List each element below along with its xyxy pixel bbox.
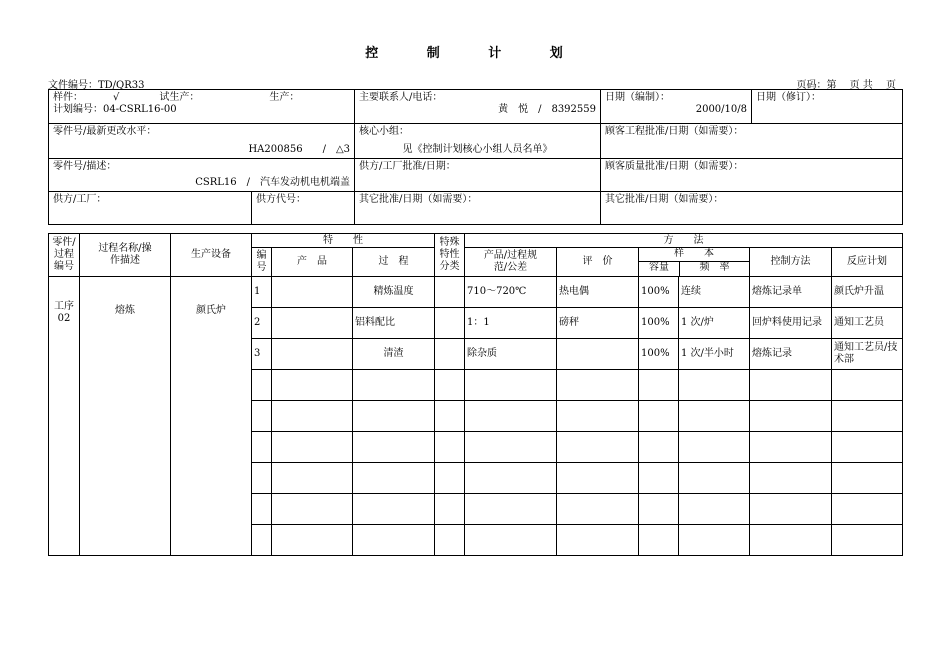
- contact-label: 主要联系人/电话：: [359, 92, 443, 103]
- other-approval-label-1: 其它批准/日期（如需要）：: [359, 194, 478, 205]
- row-evaluation: 热电偶: [557, 277, 639, 308]
- col-reaction-plan: 反应计划: [832, 248, 903, 277]
- date-compiled-cell: [601, 90, 752, 124]
- core-team-cell: [355, 124, 601, 159]
- row-reaction-plan: 颜氏炉升温: [832, 277, 903, 308]
- part-revision-label: 零件号/最新更改水平：: [53, 126, 157, 137]
- row-reaction-plan: 通知工艺员/技术部: [832, 339, 903, 370]
- col-part-process-no: 零件/过程编号: [49, 234, 80, 277]
- row-evaluation: [557, 339, 639, 370]
- row-capacity: 100%: [639, 277, 679, 308]
- supplier-label: 供方/工厂：: [53, 194, 107, 205]
- supplier-code-label: 供方代号：: [256, 194, 306, 205]
- row-control-method: 熔炼记录: [750, 339, 832, 370]
- supplier-code-cell: [252, 192, 355, 225]
- contact-cell: [355, 90, 601, 124]
- col-process-name: 过程名称/操作描述: [80, 234, 171, 277]
- row-frequency: 连续: [679, 277, 750, 308]
- row-frequency: 1 次/半小时: [679, 339, 750, 370]
- table-row: [49, 277, 903, 308]
- part-revision-value: HA200856 / △3: [248, 144, 350, 155]
- col-methods: 方 法: [465, 234, 903, 248]
- plan-number: 计划编号：04-CSRL16-00: [53, 104, 177, 115]
- row-process: 清渣: [353, 339, 435, 370]
- row-no: 3: [252, 339, 272, 370]
- row-capacity: 100%: [639, 308, 679, 339]
- supplier-cell: [49, 192, 252, 225]
- part-description-cell: [49, 159, 355, 192]
- row-spec: 除杂质: [465, 339, 557, 370]
- row-special: [435, 339, 465, 370]
- row-process: 铝料配比: [353, 308, 435, 339]
- header-table: [48, 89, 903, 225]
- supplier-approval-label: 供方/工厂批准/日期：: [359, 161, 456, 172]
- row-control-method: 回炉料使用记录: [750, 308, 832, 339]
- row-special: [435, 308, 465, 339]
- date-revised-label: 日期（修订）：: [756, 92, 821, 103]
- part-description-label: 零件号/描述：: [53, 161, 117, 172]
- col-control-method: 控制方法: [750, 248, 832, 277]
- row-product: [272, 277, 353, 308]
- row-spec: 1：1: [465, 308, 557, 339]
- col-spec: 产品/过程规范/公差: [465, 248, 557, 277]
- col-evaluation: 评 价: [557, 248, 639, 277]
- other-approval-cell-1: [355, 192, 601, 225]
- row-control-method: 熔炼记录单: [750, 277, 832, 308]
- row-no: 1: [252, 277, 272, 308]
- col-sample: 样 本: [639, 248, 749, 262]
- date-compiled-label: 日期（编制）：: [605, 92, 670, 103]
- col-product: 产 品: [272, 248, 353, 277]
- row-evaluation: 磅秤: [557, 308, 639, 339]
- page-title: 控 制 计 划: [365, 46, 585, 61]
- sample-cell: [49, 90, 355, 124]
- row-product: [272, 339, 353, 370]
- other-approval-label-2: 其它批准/日期（如需要）：: [605, 194, 724, 205]
- row-process: 精炼温度: [353, 277, 435, 308]
- row-frequency: 1 次/炉: [679, 308, 750, 339]
- equipment-name: 颜氏炉: [171, 277, 252, 556]
- row-no: 2: [252, 308, 272, 339]
- customer-engineering-cell: [601, 124, 903, 159]
- customer-quality-label: 顾客质量批准/日期（如需要）：: [605, 161, 744, 172]
- date-revised-cell: [752, 90, 903, 124]
- row-spec: 710～720℃: [465, 277, 557, 308]
- sample-label: 样件：: [53, 92, 83, 103]
- col-capacity: 容量: [639, 262, 680, 276]
- col-no: 编号: [252, 248, 272, 277]
- other-approval-cell-2: [601, 192, 903, 225]
- document-number: 文件编号：TD/QR33: [48, 80, 145, 91]
- row-capacity: 100%: [639, 339, 679, 370]
- trial-label: 试生产：: [159, 92, 200, 103]
- col-characteristics: 特 性: [252, 234, 435, 248]
- production-label: 生产：: [269, 92, 300, 103]
- customer-engineering-label: 顾客工程批准/日期（如需要）：: [605, 126, 744, 137]
- process-name: 熔炼: [80, 277, 171, 556]
- col-process: 过 程: [353, 248, 435, 277]
- col-special-class: 特殊特性分类: [435, 234, 465, 277]
- part-description-value: CSRL16 / 汽车发动机电机端盖: [195, 177, 350, 188]
- supplier-approval-cell: [355, 159, 601, 192]
- page-number: 页码：第 页 共 页: [796, 80, 896, 91]
- core-team-value: 见《控制计划核心小组人员名单》: [402, 144, 553, 155]
- col-equipment: 生产设备: [171, 234, 252, 277]
- row-special: [435, 277, 465, 308]
- col-frequency: 频 率: [699, 262, 730, 273]
- row-product: [272, 308, 353, 339]
- contact-value: 黄 悦 / 8392559: [498, 104, 596, 115]
- customer-quality-cell: [601, 159, 903, 192]
- row-reaction-plan: 通知工艺员: [832, 308, 903, 339]
- sample-mark: √: [113, 92, 120, 103]
- part-revision-cell: [49, 124, 355, 159]
- control-plan-table: [48, 233, 903, 556]
- date-compiled-value: 2000/10/8: [695, 104, 747, 115]
- core-team-label: 核心小组：: [359, 126, 409, 137]
- process-number: 工序02: [49, 277, 80, 556]
